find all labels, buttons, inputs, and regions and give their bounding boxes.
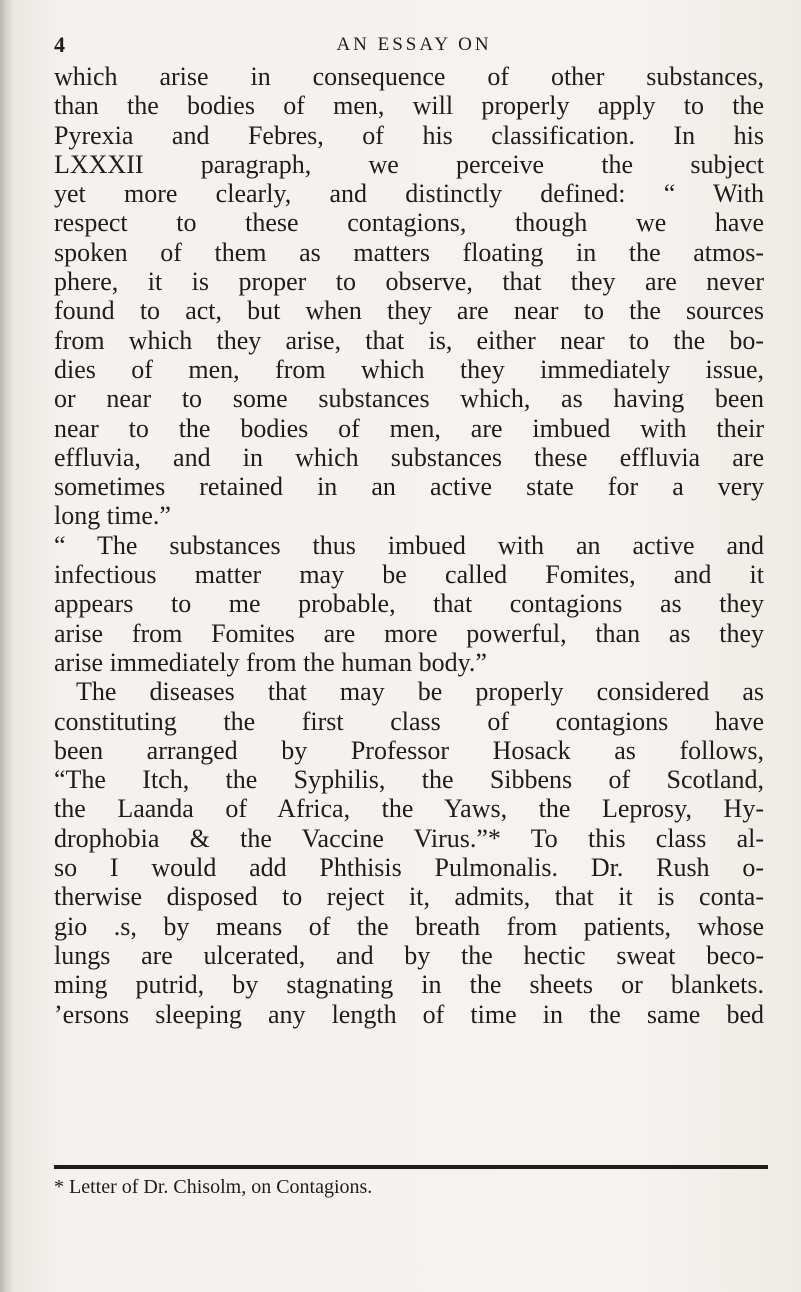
footnote-rule bbox=[54, 1165, 768, 1169]
text-line: drophobia & the Vaccine Virus.”* To this class al- bbox=[54, 823, 764, 853]
text-line: ’ersons sleeping any length of time in the same bed bbox=[54, 999, 764, 1029]
text-line: appears to me probable, that contagions as they bbox=[54, 589, 764, 619]
text-line: or near to some substances which, as having been bbox=[54, 384, 764, 414]
text-line: been arranged by Professor Hosack as follows, bbox=[54, 735, 764, 765]
text-line: infectious matter may be called Fomites, and it bbox=[54, 560, 764, 590]
text-line: effluvia, and in which substances these effluvia are bbox=[54, 442, 764, 472]
text-line: The diseases that may be properly considered as bbox=[76, 677, 764, 707]
text-line: LXXXII paragraph, we perceive the subject bbox=[54, 149, 764, 179]
page-header bbox=[54, 32, 774, 62]
text-line: sometimes retained in an active state for a very bbox=[54, 472, 764, 502]
text-line: dies of men, from which they immediately issue, bbox=[54, 354, 764, 384]
text-line: from which they arise, that is, either near to the bo- bbox=[54, 325, 764, 355]
text-line: arise from Fomites are more powerful, than as they bbox=[54, 618, 764, 648]
text-line: lungs are ulcerated, and by the hectic sweat beco- bbox=[54, 940, 764, 970]
text-line: gio .s, by means of the breath from patients, whose bbox=[54, 911, 764, 941]
text-line: arise immediately from the human body.” bbox=[54, 647, 487, 677]
text-line: “ The substances thus imbued with an active and bbox=[54, 530, 764, 560]
text-line: constituting the first class of contagions have bbox=[54, 706, 764, 736]
text-line: which arise in consequence of other substances, bbox=[54, 62, 764, 91]
text-line: phere, it is proper to observe, that they are never bbox=[54, 267, 764, 297]
text-line: the Laanda of Africa, the Yaws, the Leprosy, Hy- bbox=[54, 794, 764, 824]
page-binding-edge bbox=[0, 0, 14, 1292]
running-head: AN ESSAY ON bbox=[336, 34, 492, 55]
text-line: ming putrid, by stagnating in the sheets or blankets. bbox=[54, 970, 764, 1000]
body-text bbox=[54, 62, 764, 1029]
text-line: so I would add Phthisis Pulmonalis. Dr. Rush o- bbox=[54, 853, 764, 883]
text-line: found to act, but when they are near to the sources bbox=[54, 296, 764, 326]
text-line: long time.” bbox=[54, 501, 171, 531]
text-line: spoken of them as matters floating in the atmos- bbox=[54, 237, 764, 267]
text-line: than the bodies of men, will properly apply to the bbox=[54, 91, 764, 121]
footnote: * Letter of Dr. Chisolm, on Contagions. bbox=[54, 1176, 373, 1198]
text-line: Pyrexia and Febres, of his classification. In his bbox=[54, 120, 764, 150]
text-line: “The Itch, the Syphilis, the Sibbens of Scotland, bbox=[54, 765, 764, 795]
page-number: 4 bbox=[54, 32, 67, 57]
text-line: therwise disposed to reject it, admits, that it is conta- bbox=[54, 882, 764, 912]
text-line: yet more clearly, and distinctly defined: “ With bbox=[54, 179, 764, 209]
text-line: near to the bodies of men, are imbued with their bbox=[54, 413, 764, 443]
text-line: respect to these contagions, though we have bbox=[54, 208, 764, 238]
